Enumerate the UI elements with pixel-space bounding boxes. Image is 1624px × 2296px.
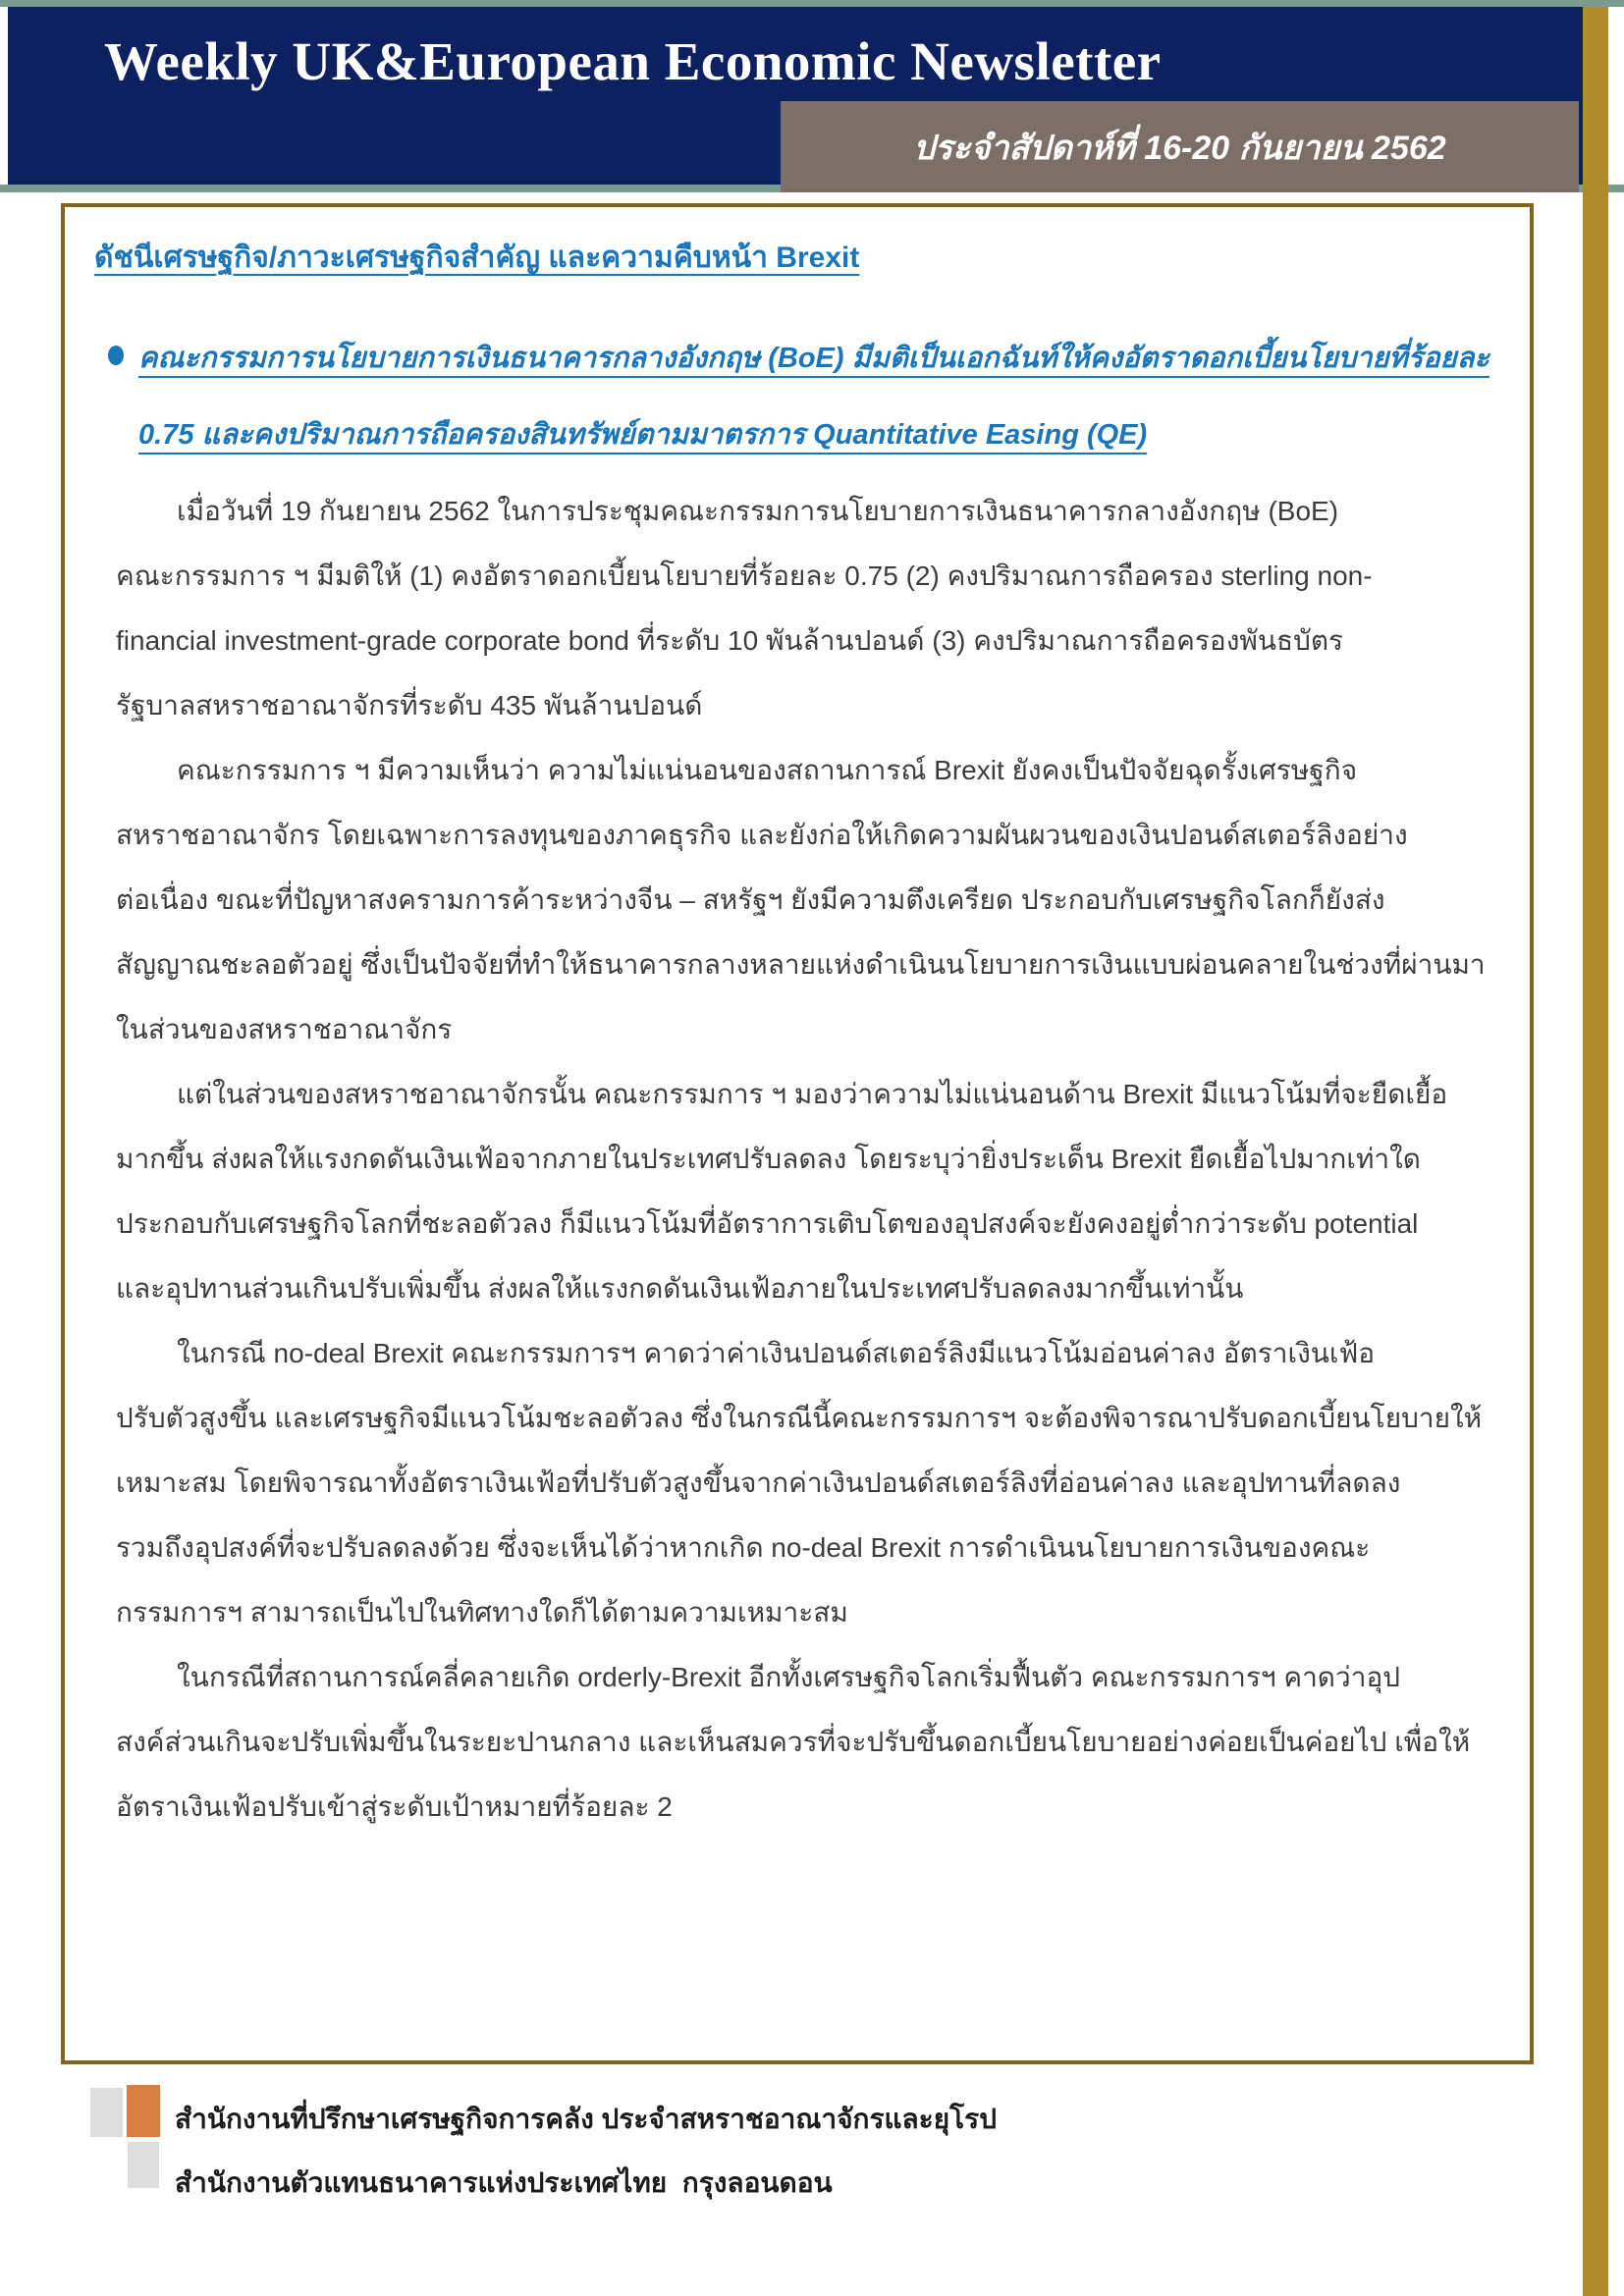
paragraph [116,738,1498,1062]
text-line: และอุปทานส่วนเกินปรับเพิ่มขึ้น ส่งผลให้แรงกดดันเงินเฟ้อภายในประเทศปรับลดลงมากขึ้นเท่านั้น [116,1273,1244,1304]
week-banner-text: ประจำสัปดาห์ที่ 16-20 กันยายน 2562 [913,129,1446,167]
text-line: กรรมการฯ สามารถเป็นไปในทิศทางใดก็ได้ตามความเหมาะสม [116,1597,848,1628]
week-banner [781,101,1579,192]
text-line: เมื่อวันที่ 19 กันยายน 2562 ในการประชุมคณะกรรมการนโยบายการเงินธนาคารกลางอังกฤษ (BoE) [177,496,1339,526]
text-line: รัฐบาลสหราชอาณาจักรที่ระดับ 435 พันล้านปอนด์ [116,690,703,721]
bullet-icon [108,346,124,365]
text-line: ประกอบกับเศรษฐกิจโลกที่ชะลอตัวลง ก็มีแนวโน้มที่อัตราการเติบโตของอุปสงค์จะยังคงอยู่ต่ำกว่าระดับ potential [116,1208,1419,1239]
text-line: สัญญาณชะลอตัวอยู่ ซึ่งเป็นปัจจัยที่ทำให้ธนาคารกลางหลายแห่งดำเนินนโยบายการเงินแบบผ่อนคลายในช่วงที่ผ่านมา [116,949,1486,980]
logo-square-gray-bottom [128,2142,159,2188]
text-line: อัตราเงินเฟ้อปรับเข้าสู่ระดับเป้าหมายที่ร้อยละ 2 [116,1791,673,1822]
text-line: คณะกรรมการนโยบายการเงินธนาคารกลางอังกฤษ (BoE) มีมติเป็นเอกฉันท์ให้คงอัตราดอกเบี้ยนโยบายที่ร้อยละ [138,343,1489,374]
right-gold-strip [1583,7,1608,2296]
paragraph [116,1062,1498,1321]
footer [90,2085,997,2215]
text-line: แต่ในส่วนของสหราชอาณาจักรนั้น คณะกรรมการ ฯ มองว่าความไม่แน่นอนด้าน Brexit มีแนวโน้มที่จะยืดเยื้อ [177,1079,1448,1109]
footer-lines [175,2085,997,2215]
footer-agency-line-2: สำนักงานตัวแทนธนาคารแห่งประเทศไทย กรุงลอนดอน [175,2167,833,2198]
body-paragraphs [116,479,1498,1840]
agency-logo-icon [90,2085,161,2191]
text-line: 0.75 และคงปริมาณการถือครองสินทรัพย์ตามมาตรการ Quantitative Easing (QE) [138,419,1148,451]
logo-square-gray-top [90,2088,123,2137]
text-line: ในส่วนของสหราชอาณาจักร [116,1014,453,1044]
newsletter-title: Weekly UK&European Economic Newsletter [104,31,1162,91]
bullet-heading [138,320,1489,473]
paragraph [116,1645,1498,1840]
text-line: ต่อเนื่อง ขณะที่ปัญหาสงครามการค้าระหว่างจีน – สหรัฐฯ ยังมีความตึงเครียด ประกอบกับเศรษฐกิจโลกก็ยังส่ง [116,884,1385,915]
text-line: financial investment-grade corporate bond ที่ระดับ 10 พันล้านปอนด์ (3) คงปริมาณการถือครองพันธบัตร [116,625,1344,656]
text-line: มากขึ้น ส่งผลให้แรงกดดันเงินเฟ้อจากภายในประเทศปรับลดลง โดยระบุว่ายิ่งประเด็น Brexit ยืดเยื้อไปมากเท่าใด [116,1144,1421,1174]
text-line: ในกรณีที่สถานการณ์คลี่คลายเกิด orderly-Brexit อีกทั้งเศรษฐกิจโลกเริ่มฟื้นตัว คณะกรรมการฯ คาดว่าอุป [177,1662,1401,1692]
section-heading: ดัชนีเศรษฐกิจ/ภาวะเศรษฐกิจสำคัญ และความคืบหน้า Brexit [94,241,860,274]
content-box [61,203,1534,2064]
paragraph [116,1321,1498,1645]
text-line: ปรับตัวสูงขึ้น และเศรษฐกิจมีแนวโน้มชะลอตัวลง ซึ่งในกรณีนี้คณะกรรมการฯ จะต้องพิจารณาปรับดอกเบี้ยนโยบายให้ [116,1403,1483,1433]
paragraph [116,479,1498,738]
logo-square-orange [127,2085,160,2137]
text-line: เหมาะสม โดยพิจารณาทั้งอัตราเงินเฟ้อที่ปรับตัวสูงขึ้นจากค่าเงินปอนด์สเตอร์ลิงที่อ่อนค่าลง และอุปทานที่ลดลง [116,1468,1401,1498]
bullet-item [108,320,1502,473]
text-line: คณะกรรมการ ฯ มีมติให้ (1) คงอัตราดอกเบี้ยนโยบายที่ร้อยละ 0.75 (2) คงปริมาณการถือครอง sterling non- [116,561,1373,591]
text-line: รวมถึงอุปสงค์ที่จะปรับลดลงด้วย ซึ่งจะเห็นได้ว่าหากเกิด no-deal Brexit การดำเนินนโยบายการเงินของคณะ [116,1532,1371,1563]
text-line: สงค์ส่วนเกินจะปรับเพิ่มขึ้นในระยะปานกลาง และเห็นสมควรที่จะปรับขึ้นดอกเบี้ยนโยบายอย่างค่อยเป็นค่อยไป เพื่อให้ [116,1727,1471,1757]
text-line: สหราชอาณาจักร โดยเฉพาะการลงทุนของภาคธุรกิจ และยังก่อให้เกิดความผันผวนของเงินปอนด์สเตอร์ลิงอย่าง [116,820,1408,850]
text-line: คณะกรรมการ ฯ มีความเห็นว่า ความไม่แน่นอนของสถานการณ์ Brexit ยังคงเป็นปัจจัยฉุดรั้งเศรษฐกิจ [177,755,1358,785]
text-line: ในกรณี no-deal Brexit คณะกรรมการฯ คาดว่าค่าเงินปอนด์สเตอร์ลิงมีแนวโน้มอ่อนค่าลง อัตราเงินเฟ้อ [177,1338,1376,1368]
footer-agency-line-1: สำนักงานที่ปรึกษาเศรษฐกิจการคลัง ประจำสหราชอาณาจักรและยุโรป [175,2104,997,2134]
top-teal-strip [0,0,1624,7]
